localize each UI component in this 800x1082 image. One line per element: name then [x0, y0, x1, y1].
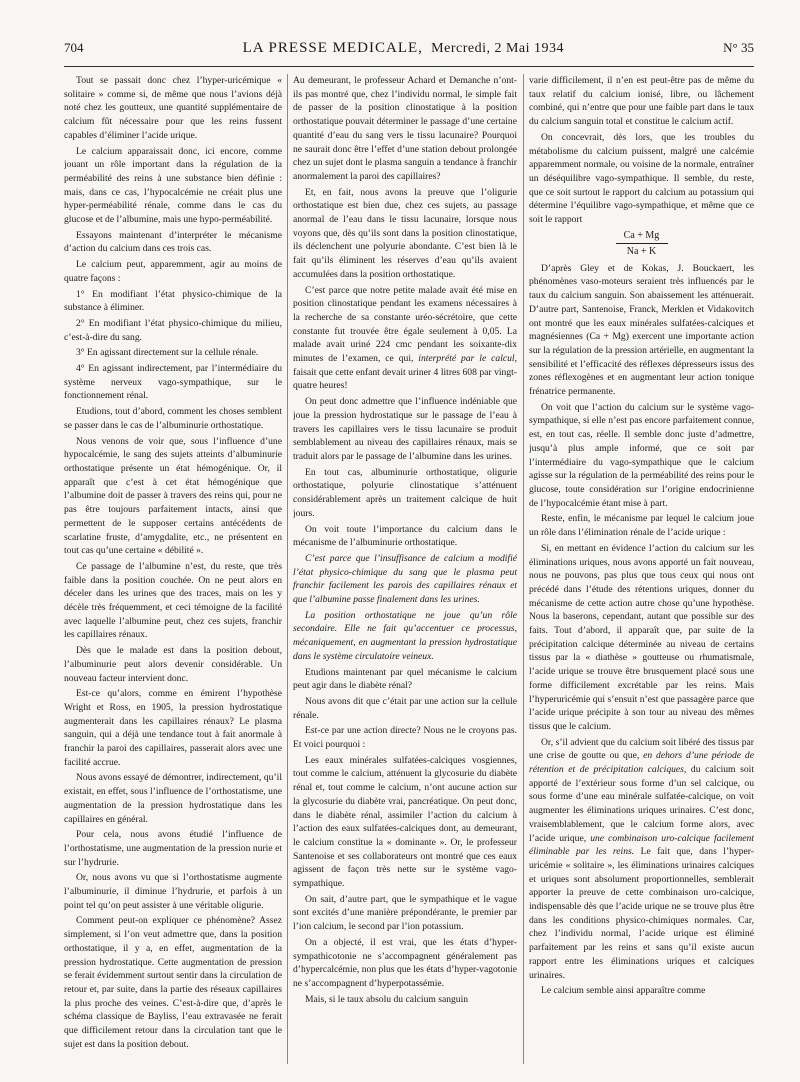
column-3: [529, 74, 754, 1072]
italic-paragraph: La position orthostatique ne joue qu’un rôle secondaire. Elle ne fait qu’accentuer ce processus, mécaniquement, en augmentant la pression hydrostatique dans le système circulatoire veineux.: [293, 609, 517, 662]
list-item: 1° En modifiant l’état physico-chimique de la substance à éliminer.: [64, 288, 282, 314]
list-item: 2° En modifiant l’état physico-chimique du milieu, c’est-à-dire du sang.: [64, 317, 282, 343]
ratio-formula: [529, 229, 754, 258]
paragraph: On peut donc admettre que l’influence indéniable que joue la pression hydrostatique sur le passage de l’eau à travers les capillaires vers le tissu lacunaire se produit semblablement au niveau des capillaires rénaux, mais se traduit alors par le passage de l’albumine dans les urines.: [293, 396, 517, 462]
text-run: Or, s’il advient que du calcium soit libéré des tissus par une crise de goutte ou que,: [529, 736, 754, 762]
text-run: du calcium soit apporté de l’extérieur sous forme d’un sel calcique, ou sous forme d’une eau minérale sulfatée-calcique, on voit augmenter les éliminations uriques urinaires. C’est donc, vraisemblablement, que le calcium forme alors, avec l’acide urique,: [529, 764, 754, 844]
paragraph: Les eaux minérales sulfatées-calciques vosgiennes, tout comme le calcium, atténuent la glycosurie du diabète rénal et, tout comme le calcium, n’ont aucune action sur la glycosurie du diabète vrai, pancréatique. On peut donc, dans le diabète rénal, assimiler l’action du calcium à l’action des eaux sulfatées-calciques dont, au demeurant, le calcium constitue la « dominante ». Or, le professeur Santenoise et ses collaborateurs ont montré que ces eaux agissent de façon très nette sur le système vago-sympathique.: [293, 754, 517, 890]
header-rule: [64, 66, 754, 67]
paragraph: Le calcium apparaissait donc, ici encore, comme jouant un rôle important dans la régulation de la perméabilité des reins à une substance bien définie : mais, dans ce cas, l’hypocalcémie ne créait plus une hyper-perméabilité rénale, comme dans le cas du glucose et de l’albumine, mais une hypo-perméabilité.: [64, 145, 282, 226]
column-2: [293, 74, 517, 1072]
paragraph: On concevrait, dès lors, que les troubles du métabolisme du calcium puissent, malgré une calcémie apparemment normale, ou voisine de la normale, entraîner un déséquilibre vago-sympathique. Il semble, du reste, que ce soit surtout le rapport du calcium au potassium qui détermine l’équilibre vago-sympathique, et même que ce soit le rapport: [529, 131, 754, 226]
text-run: C’est parce que notre petite malade avait été mise en position clinostatique pendant les examens nécessaires à la recherche de sa constante uréo-sécrétoire, que cette constante fut trouvée être égale seulement à 0,05. La malade avait uriné 224 cmc pendant les soixante-dix minutes de l’examen, ce qui,: [293, 284, 517, 365]
issue-number: N° 35: [723, 40, 754, 55]
page-number: 704: [64, 40, 84, 55]
italic-run: interprété par le calcul,: [418, 353, 517, 365]
page-header: [64, 40, 754, 64]
paragraph: Dès que le malade est dans la position debout, l’albuminurie peut alors devenir considérable. Un nouveau facteur intervient donc.: [64, 645, 282, 684]
paragraph: On voit toute l’importance du calcium dans le mécanisme de l’albuminurie orthostatique.: [293, 523, 517, 549]
italic-run: une combinaison uro-calcique facilement éliminable par les reins.: [529, 832, 754, 858]
paragraph: On sait, d’autre part, que le sympathique et le vague sont excités d’une manière prépondérante, le premier par l’ion calcium, le second par l’ion potassium.: [293, 893, 517, 933]
paragraph: Tout se passait donc chez l’hyper-uricémique « solitaire » comme si, de même que nous l’avions déjà noté chez les goutteux, une quantité supplémentaire de calcium fût nécessaire pour que les reins fussent capables d’éliminer l’acide urique.: [64, 75, 282, 141]
column-divider: [523, 74, 524, 1064]
paragraph: Or, nous avons vu que si l’orthostatisme augmente l’albuminurie, il diminue l’hydrurie, et parfois à un point tel qu’on peut assister à une véritable oligurie.: [64, 872, 282, 911]
paragraph: D’après Gley et de Kokas, J. Bouckaert, les phénomènes vaso-moteurs seraient très influencés par le taux du calcium sanguin. Son abaissement les atténuerait. D’autre part, Santenoise, Franck, Merklen et Vidakovitch ont montré que les eaux minérales sulfatées-calciques et magnésiennes (Ca + Mg) exercent une importante action sur la régulation de la pression artérielle, en augmentant la sensibilité et l’efficacité des réflexes dépresseurs issus des zones réflexogènes et en augmentant leur action tonique frénatrice permanente.: [529, 262, 754, 398]
formula-denominator: Na + K: [626, 245, 657, 257]
paragraph: Mais, si le taux absolu du calcium sanguin: [305, 993, 469, 1005]
paragraph: Nous avons dit que c’était par une action sur la cellule rénale.: [293, 695, 517, 721]
issue-date: Mercredi, 2 Mai 1934: [431, 41, 565, 56]
paragraph: Est-ce par une action directe? Nous ne le croyons pas. Et voici pourquoi :: [293, 725, 517, 751]
paragraph: Au demeurant, le professeur Achard et Demanche n’ont-ils pas montré que, chez l’individu normal, le simple fait de passer de la position clinostatique à la position orthostatique pouvait déterminer le passage d’une certaine quantité d’eau du sang vers le tissu lacunaire? Pourquoi ne saurait donc être l’effet d’une station debout prolongée chez un sujet dont le plasma sanguin a tendance à franchir anormalement la paroi des capillaires?: [293, 75, 517, 182]
paragraph: Reste, enfin, le mécanisme par lequel le calcium joue un rôle dans l’élimination rénale de l’acide urique :: [529, 513, 754, 539]
list-item: 4° En agissant indirectement, par l’intermédiaire du système nerveux vago-sympathique, sur le fonctionnement rénal.: [64, 363, 282, 402]
paragraph: [293, 284, 517, 394]
paragraph: Pour cela, nous avons étudié l’influence de l’orthostatisme, une augmentation de la pression nurie et sur l’hydrurie.: [64, 829, 282, 868]
fraction-bar: [616, 243, 668, 244]
paragraph: En tout cas, albuminurie orthostatique, oligurie orthostatique, polyurie clinostatique s’atténuent considérablement après un traitement calcique de huit jours.: [293, 466, 517, 519]
paragraph: Le calcium semble ainsi apparaître comme: [541, 985, 706, 997]
italic-run: en dehors d’une période de rétention et de précipitation calciques,: [529, 750, 754, 776]
paragraph: Est-ce qu’alors, comme en émirent l’hypothèse Wright et Ross, en 1905, la pression hydrostatique augmenterait dans les capillaires rénaux? Le plasma sanguin, qui a déjà une tendance tout à fait anormale à franchir la paroi des capillaires, passerait alors avec une facilité accrue.: [64, 688, 282, 768]
paragraph: Et, en fait, nous avons la preuve que l’oligurie orthostatique est bien due, chez ces sujets, au passage anormal de l’eau dans le tissu lacunaire, lorsque nous voyons que, dès qu’ils sont dans la position clinostatique, ils déclenchent une polyurie abondante. C’est bien là le fait qu’ils éliminent les réserves d’eau qu’ils avaient accumulées dans la position orthostatique.: [293, 186, 517, 280]
paragraph: Etudions, tout d’abord, comment les choses semblent se passer dans le cas de l’albuminurie orthostatique.: [64, 406, 282, 431]
paragraph: Si, en mettant en évidence l’action du calcium sur les éliminations uriques, nous avons apporté un fait nouveau, nous ne pouvons, pas plus que tous ceux qui nous ont précédé dans l’étude des rétentions uriques, donner du mécanisme de cette action autre chose qu’une hypothèse. Nous la baserons, cependant, autant que possible sur des faits. Tout d’abord, il apparaît que, par suite de la précipitation calcique déterminée au niveau de certains tissus par la « diathèse » goutteuse ou rhumatismale, l’acide urique se trouve être brusquement placé sous une forme difficilement excrétable par les reins. Mais l’hyperuricémie qui s’ensuit n’est que passagère parce que l’acide urique précipite à son tour au niveau des mêmes tissus que le calcium.: [529, 542, 754, 732]
text-run: faisait que cette enfant devait uriner 4 litres 608 par vingt-quatre heures!: [293, 366, 517, 392]
paragraph: varie difficilement, il n’en est peut-être pas de même du taux relatif du calcium ionisé, libre, ou lâchement combiné, qui n’entre que pour une faible part dans le taux du calcium sanguin total et constitue le calcium actif.: [529, 75, 754, 128]
paragraph: [529, 736, 754, 983]
formula-numerator: Ca + Mg: [623, 229, 660, 241]
list-item: 3° En agissant directement sur la cellule rénale.: [76, 347, 259, 359]
italic-paragraph: C’est parce que l’insuffisance de calcium a modifié l’état physico-chimique du sang que le plasma peut franchir facilement les parois des capillaires rénaux et que l’albumine passe finalement dans les urines.: [293, 552, 517, 606]
text-run: Le fait que, dans l’hyper-uricémie « solitaire », les éliminations urinaires calciques et uriques sont absolument proportionnelles, semblerait apporter la preuve de cette combinaison uro-calcique, indispensable dès que l’acide urique ne se trouve plus être dans les conditions physico-chimiques normales. Car, chez l’individu normal, l’acide urique est éliminé parfaitement par les reins et sans qu’il existe aucun rapport entre les éliminations uriques et calciques urinaires.: [529, 846, 754, 981]
publication-name: LA PRESSE MEDICALE,: [242, 40, 423, 56]
paragraph: Comment peut-on expliquer ce phénomène? Assez simplement, si l’on veut admettre que, dans la position orthostatique, il y a, en effet, augmentation de la pression hydrostatique. Cette augmentation de pression se ferait évidemment surtout sentir dans la circulation de retour et, par suite, dans la partie des réseaux capillaires la plus proche des veines. C’est-à-dire que, d’après le schéma classique de Bayliss, l’eau extravasée ne ferait que difficilement retour dans la circulation tant que le sujet est dans la position debout.: [64, 915, 282, 1050]
paragraph: Nous venons de voir que, sous l’influence d’une hypocalcémie, le sang des sujets atteints d’albuminurie orthostatique présente un état hémogénique. Or, il apparaît que c’est à cet état hémogénique que l’albumine doit de passer à travers des reins qui, pour ne pas être toujours parfaitement intacts, ainsi que permettent de le supposer certains antécédents de scarlatine fruste, d’amygdalite, etc., ne présentent en tout cas qu’une certaine « débilité ».: [64, 435, 282, 557]
column-1: [64, 74, 282, 1072]
paragraph: On a objecté, il est vrai, que les états d’hyper-sympathicotonie ne s’accompagnent généralement pas d’hypercalcémie, non plus que les états d’hyper-vagotonie ne s’accompagnent d’hyperpotassémie.: [293, 936, 517, 989]
column-divider: [287, 74, 288, 1064]
paragraph: Le calcium peut, apparemment, agir au moins de quatre façons :: [64, 259, 282, 284]
paragraph: Essayons maintenant d’interpréter le mécanisme d’action du calcium dans ces trois cas.: [64, 229, 282, 255]
running-title: [243, 40, 564, 57]
paragraph: Ce passage de l’albumine n’est, du reste, que très faible dans la position couchée. On ne peut alors en déceler dans les urines que des traces, mais on les y décèle très fréquemment, et ceci témoigne de la facilité avec laquelle l’albumine peut, chez ces sujets, franchir les capillaires rénaux.: [64, 560, 282, 641]
paragraph: Nous avons essayé de démontrer, indirectement, qu’il existait, en effet, sous l’influence de l’orthostatisme, une augmentation de la pression hydrostatique dans les capillaires en général.: [64, 772, 282, 825]
paragraph: Etudions maintenant par quel mécanisme le calcium peut agir dans le diabète rénal?: [293, 666, 517, 692]
paragraph: On voit que l’action du calcium sur le système vago-sympathique, si elle n’est pas encore parfaitement connue, est, en tout cas, réelle. Il semble donc juste d’admettre, jusqu’à plus ample informé, que ce soit par l’intermédiaire du vago-sympathique que le calcium agisse sur la régulation de la perméabilité des reins pour le glucose, toute considération sur l’origine endocrinienne de l’hypocalcémie étant mise à part.: [529, 401, 754, 509]
